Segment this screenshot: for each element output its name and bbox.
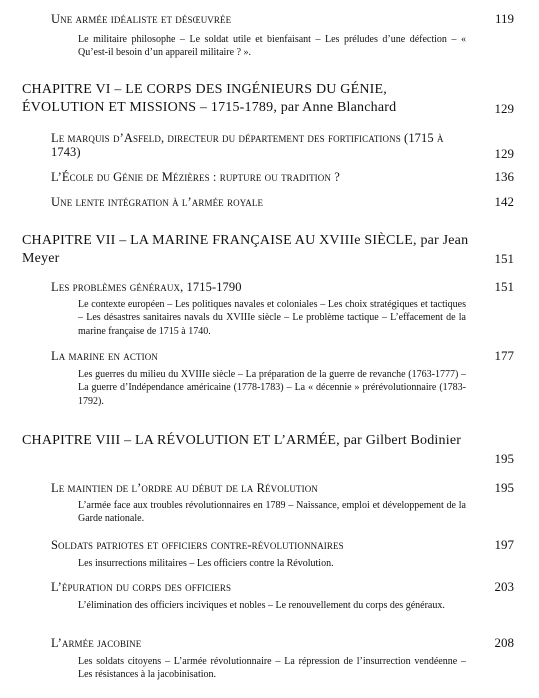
toc-section-title: Une lente intégration à l’armée royale [51, 195, 264, 209]
toc-chapter-title: CHAPITRE VI – LE CORPS DES INGÉNIEURS DU GÉNIE, ÉVOLUTION ET MISSIONS – 1715-1789, par Anne Blanchard [22, 82, 397, 115]
toc-page-number: 136 [494, 169, 514, 184]
toc-section-title: L’armée jacobine [51, 636, 142, 650]
toc-page-number: 119 [494, 11, 514, 26]
toc-page-number: 203 [494, 579, 514, 594]
toc-section-title: Soldats patriotes et officiers contre-révolutionnaires [51, 538, 344, 552]
toc-chapter-title: CHAPITRE VII – LA MARINE FRANÇAISE AU XVIIIe SIÈCLE, par Jean Meyer [22, 233, 469, 266]
toc-page-number: 197 [494, 537, 514, 552]
toc-section-title: La marine en action [51, 349, 158, 363]
toc-section-summary: Le militaire philosophe – Le soldat utile et bienfaisant – Les préludes d’une défection – « Qu’est-il besoin d’un appareil militaire ? ». [78, 34, 466, 59]
toc-chapter-title: CHAPITRE VIII – LA RÉVOLUTION ET L’ARMÉE, par Gilbert Bodinier [22, 433, 462, 448]
toc-section-summary: L’élimination des officiers inciviques et nobles – Le renouvellement du corps des généraux. [78, 600, 445, 611]
toc-page-number: 195 [494, 451, 514, 466]
toc-page-number: 142 [494, 194, 514, 209]
toc-section-title: Le maintien de l’ordre au début de la Révolution [51, 481, 318, 495]
toc-section-title: L’École du Génie de Mézières : rupture ou tradition ? [51, 170, 340, 184]
toc-section-summary: Les soldats citoyens – L’armée révolutionnaire – La répression de l’insurrection vendéenne – Les résistances à la jacobinisation. [78, 656, 466, 681]
toc-section-summary: Les insurrections militaires – Les officiers contre la Révolution. [78, 558, 334, 569]
toc-section-title: Les problèmes généraux, 1715-1790 [51, 280, 242, 294]
toc-section-title: L’épuration du corps des officiers [51, 580, 232, 594]
toc-page-number: 151 [494, 279, 514, 294]
toc-page-number: 151 [494, 251, 514, 266]
toc-page-number: 177 [494, 348, 514, 363]
toc-section-summary: L’armée face aux troubles révolutionnaires en 1789 – Naissance, emploi et développement de la Garde nationale. [78, 500, 466, 525]
toc-page-number: 129 [494, 146, 514, 161]
toc-section-title: Le marquis d’Asfeld, directeur du département des fortifications (1715 à 1743) [51, 131, 444, 159]
toc-section-summary: Le contexte européen – Les politiques navales et coloniales – Les choix stratégiques et tactiques – Les désastres sanitaires navals du XVIIIe siècle – Le problème tactique – L’effacement de la marine française de 1715 à 1740. [78, 299, 466, 337]
toc-section-summary: Les guerres du milieu du XVIIIe siècle – La préparation de la guerre de revanche (1763-1777) – La guerre d’Indépendance américaine (1778-1783) – La « décennie » prérévolutionnaire (1783-1792). [78, 369, 466, 407]
toc-section-title: Une armée idéaliste et désœuvrée [51, 12, 232, 26]
toc-page-number: 208 [494, 635, 514, 650]
toc-page-number: 195 [494, 480, 514, 495]
toc-page-number: 129 [494, 101, 514, 116]
